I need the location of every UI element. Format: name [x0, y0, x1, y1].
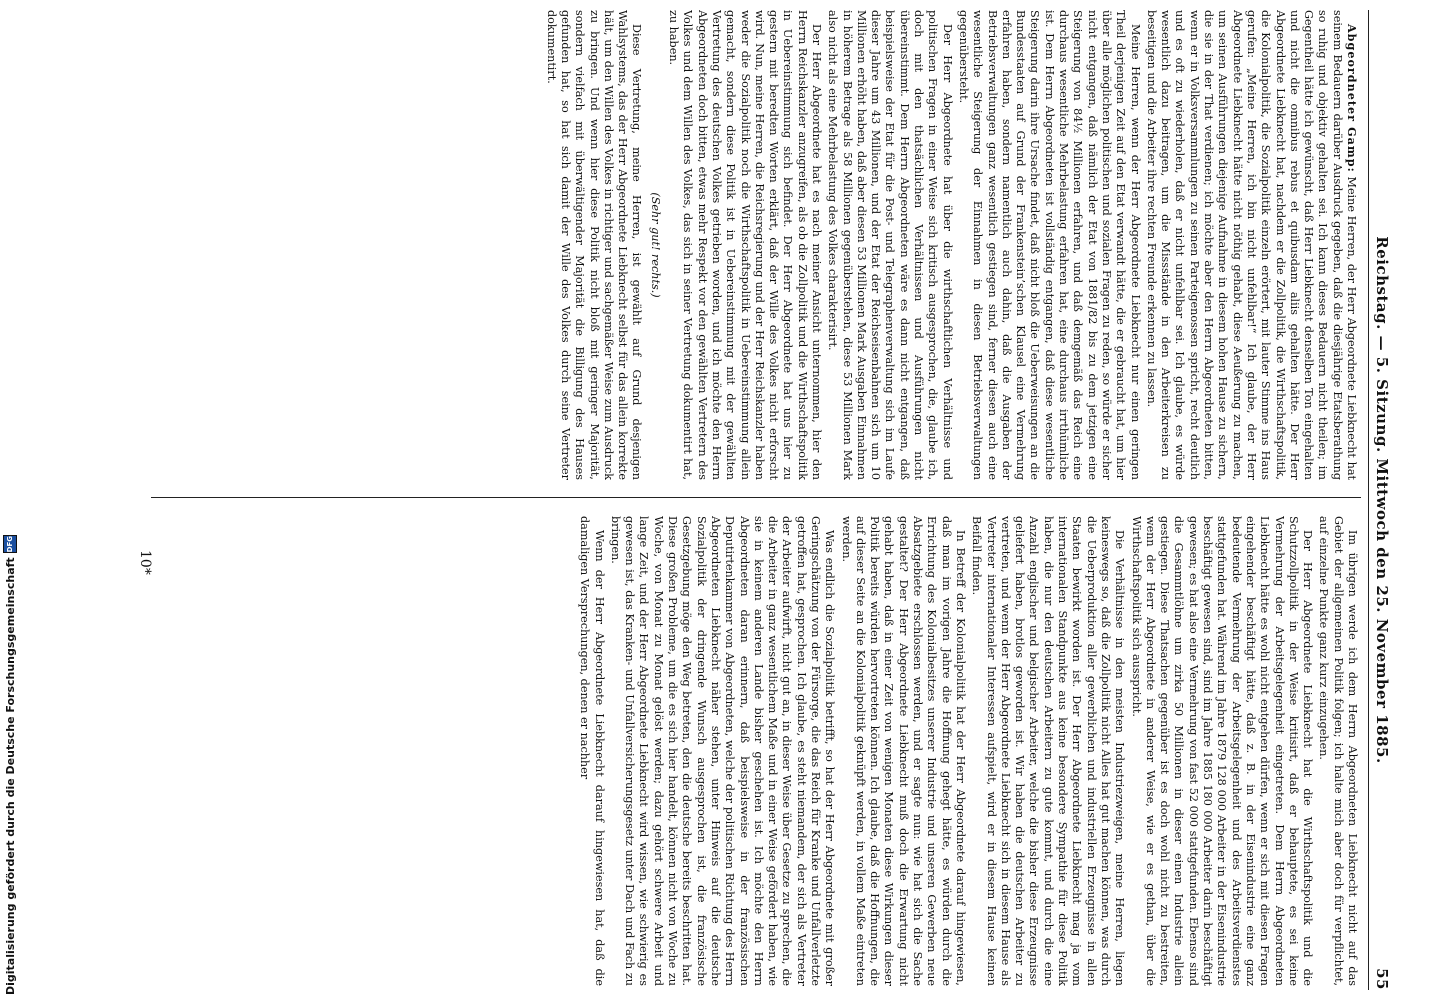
- right-column: [169, 516, 1359, 986]
- paragraph-text: Der Herr Abgeordnete hat es nach meiner Ansicht unternommen, hier den Herrn Reichskanzler anzugreifen, als ob die Zollpolitik und die Wirthschaftspolitik in Uebereinstimmung sich befindet. Der Herr Abgeordnete hat uns hier zu gestern mit beredten Worten erklärt, daß der Wille des Volkes nicht erforscht wird. Nun, meine Herren, die Reichsregierung und der Herr Reichskanzler haben weder die Sozialpolitik noch die Wirthschaftspolitik in Uebereinstimmung allein gemacht, sondern diese Politik ist in Uebereinstimmung mit der gewählten Vertretung des deutschen Volkes getrieben worden, und ich möchte den Herrn Abgeordneten doch bitten, etwas mehr Respekt vor den gewählten Vertretern des Volkes und dem Willen des Volkes, das sich in seiner Vertretung dokumentirt hat, zu haben.: [667, 10, 824, 480]
- speaker-name: Abgeordneter Gamp:: [1345, 24, 1359, 173]
- paragraph-text: In Betreff der Kolonialpolitik hat der Herr Abgeordnete darauf hingewiesen, daß man im vorigen Jahre die Hoffnung gehegt hätte, es würden durch die Errichtung des Kolonialbesitzes unserer Industrie und unseren Gewerben neue Absatzgebiete erschlossen werden, und er sagte nun: wie hat sich die Sache gestaltet? Der Herr Abgeordnete Liebknecht muß doch die Erwartung nicht gehabt haben, daß in einer Zeit von wenigen Monaten diese Wirkungen dieser Politik bereits würden hervortreten können. Ich glaube, daß die Hoffnungen, die auf dieser Seite an die Kolonialpolitik geknüpft werden, in vollem Maße eintreten werden.: [839, 516, 967, 986]
- paragraph-text: Was endlich die Sozialpolitik betrifft, so hat der Herr Abgeordnete mit großer Geringschätzung von der Fürsorge, die das Reich für Kranke und Unfallverletzte getroffen hat, gesprochen. Ich glaube, es steht niemandem, der sich als Vertreter der Arbeiter aufwirft, nicht gut an, in dieser Weise über Gesetze zu sprechen, die die Arbeiter in ganz wesentlichem Maße und in einer Weise gefördert haben, wie sie in keinem anderen Lande bisher geschehen ist. Ich möchte den Herrn Abgeordneten daran erinnern, daß beispielsweise in der französischen Deputirtenkammer von Abgeordneten, welche der politischen Richtung des Herrn Abgeordneten Liebknecht näher stehen, unter Hinweis auf die deutsche Sozialpolitik der dringende Wunsch ausgesprochen ist, die französische Gesetzgebung möge den Weg betreten, den die deutsche bereits beschritten hat. Diese großen Probleme, um die es sich hier handelt, können nicht von Woche zu Woche, von Monat zu Monat gelöst werden; dazu gehört schwere Arbeit und lange Zeit, und der Herr Abgeordnete Liebknecht wird wissen, wie schwierig es gewesen ist, das Kranken- und Unfallversicherungsgesetz unter Dach und Fach zu bringen.: [608, 516, 837, 986]
- paragraph-text: Die Verhältnisse in den meisten Industriezweigen, meine Herren, liegen keineswegs so, daß die Zollpolitik nicht Alles hat gut machen können, was durch die Ueberproduktion aller gewerblichen und industriellen Erzeugnisse in allen Staaten bewirkt worden ist. Der Herr Abgeordnete Liebknecht mag ja vom internationalen Standpunkte aus keine besondere Sympathie für diese Politik haben, die nur den deutschen Arbeitern zu gute kommt, und durch die eine Anzahl englischer und belgischer Arbeiter, welche die bisher diese Erzeugnisse geliefert haben, brotlos geworden ist. Wir haben die deutschen Arbeiter zu vertreten, und wenn der Herr Abgeordnete Liebknecht sich in diesem Hause als Vertreter internationaler Interessen aufspielt, wird er in diesem Hause keinen Beifall finden.: [970, 516, 1127, 986]
- paragraph: [825, 10, 954, 480]
- paragraph: [1316, 516, 1359, 986]
- paragraph: [543, 10, 643, 480]
- paragraph-text: Der Herr Abgeordnete hat über die wirthschaftlichen Verhältnisse und politischen Fragen in einer Weise sich kritisch ausgesprochen, die, glaube ich, doch mit den thatsächlichen Verhältnissen und Ausführungen nicht übereinstimmt. Dem Herrn Abgeordneten wäre es dann nicht entgangen, daß beispielsweise der Etat für die Post- und Telegraphenverwaltung sich im Laufe dieser Jahre um 43 Millionen, und der Etat der Reichseisenbahnen sich um 10 Millionen erhöht haben, daß aber diesen 53 Millionen Mark Ausgaben Einnahmen in höherem Betrage als 58 Millionen gegenüberstehen, diese 53 Millionen Mark also nicht als eine Mehrbelastung des Volkes charakterisirt.: [826, 10, 954, 480]
- paragraph: [666, 10, 823, 480]
- paragraph-text: Meine Herren, der Herr Abgeordnete Liebknecht hat seinem Bedauern darüber Ausdruck gegeben, daß die diesjährige Etatsberathung so ruhig und objektiv gehalten sei. Ich kann dieses Bedauern nicht theilen; im Gegentheil hätte ich gewünscht, daß Herr Liebknecht denselben Ton eingehalten und nicht die omnibus rebus et quibusdam aliis gehalten hätte. Der Herr Abgeordnete Liebknecht hat, nachdem er die Zollpolitik, die Wirthschaftspolitik, die Kolonialpolitik, die Sozialpolitik einzeln erörtert, mit lauter Stimme ins Haus gerufen: „Meine Herren, ich bin nicht unfehlbar!“ Ich glaube, der Herr Abgeordnete Liebknecht hätte nicht nöthig gehabt, diese Aeußerung zu machen, um seinen Ausführungen diejenige Aufnahme in diesem hohen Hause zu sichern, die sie in der That verdienen; ich möchte aber den Herrn Abgeordneten bitten, wenn er in Volksversammlungen zu seinen Parteigenossen spricht, recht deutlich und es oft zu wiederholen, daß er nicht unfehlbar sei. Ich glaube, es würde wesentlich dazu beitragen, um die Missstände in den Arbeiterkreisen zu beseitigen und die Arbeiter ihre rechten Freunde erkennen zu lassen.: [1144, 10, 1358, 480]
- paragraph: [1128, 516, 1314, 986]
- signature-mark: 10*: [137, 550, 153, 575]
- digitization-credit: [2, 535, 18, 995]
- interjection-note: (Sehr gut! rechts.): [648, 192, 662, 298]
- page-header: [1368, 10, 1395, 990]
- header-title: Reichstag. — 5. Sitzung. Mittwoch den 25. November 1885.: [1373, 236, 1391, 764]
- paragraph-text: Im übrigen werde ich dem Herrn Abgeordneten Liebknecht nicht auf das Gebiet der allgemeinen Politik folgen; ich halte mich aber doch für verpflichtet, auf einzelne Punkte ganz kurz einzugehen.: [1317, 516, 1359, 986]
- credit-text: Digitalisierung gefördert durch die Deutsche Forschungsgemeinschaft: [3, 557, 17, 995]
- dfg-logo-icon: DFG: [3, 535, 17, 553]
- left-column: [169, 10, 1359, 480]
- column-divider: [151, 497, 1361, 498]
- paragraph-text: Meine Herren, wenn der Herr Abgeordnete Liebknecht nur einen geringen Theil derjenigen Zeit auf den Etat verwandt hätte, die er gebraucht hat, um hier über alle möglichen politischen und sozialen Fragen zu reden, so würde er sicher nicht entgangen, daß nämlich der Etat von 1881/82 bis zu dem jetzigen eine Steigerung von 84½ Millionen erfahren, und daß demgemäß das Reich eine durchaus wesentliche Mehrbelastung erfahren hat, eine durchaus irrthümliche ist. Dem Herrn Abgeordneten ist vollständig entgangen, daß diese wesentliche Steigerung darin ihre Ursache findet, daß nicht bloß die Ueberweisungen an die Bundesstaaten auf Grund der Frankenstein’schen Klausel eine Vermehrung erfahren haben, sondern namentlich auch dahin, daß die Ausgaben der Betriebsverwaltungen ganz wesentlich gestiegen sind, ferner diesen auch eine wesentliche Steigerung der Einnahmen in diesen Betriebsverwaltungen gegenübersteht.: [956, 10, 1142, 480]
- page-number: 55: [1373, 968, 1391, 990]
- paragraph: [969, 516, 1126, 986]
- paragraph: [956, 10, 1142, 480]
- paragraph-text: Wenn der Herr Abgeordnete Liebknecht darauf hingewiesen hat, daß die damaligen Versprechungen, denen er nachher: [578, 516, 606, 986]
- paragraph: [608, 516, 837, 986]
- paragraph-text: Diese Vertretung, meine Herren, ist gewählt auf Grund desjenigen Wahlsystems, das der Herr Abgeordnete Liebknecht selbst für das allein korrekte hält, um den Willen des Volkes in richtiger und sachgemäßer Weise zum Ausdruck zu bringen. Und wenn hier diese Politik nicht bloß mit geringer Majorität, sondern vielfach mit überwältigender Majorität die Billigung des Hauses gefunden hat, so hat sich damit der Wille des Volkes durch seine Vertreter dokumentirt.: [544, 10, 644, 480]
- paragraph: [1144, 10, 1359, 480]
- paragraph: [838, 516, 967, 986]
- paragraph-text: Der Herr Abgeordnete Liebknecht hat die Wirthschaftspolitik und die Schutzzollpolitik in der Weise kritisirt, daß er behauptete, es sei keine Vermehrung der Arbeitsgelegenheit eingetreten. Dem Herrn Abgeordneten Liebknecht hätte es wohl nicht entgehen dürfen, wenn er sich mit diesen Fragen eingehender beschäftigt hätte, daß z. B. in der Eisenindustrie eine ganz bedeutende Vermehrung der Arbeitsgelegenheit und des Arbeitsverdienstes stattgefunden hat. Während im Jahre 1879 128 000 Arbeiter in der Eisenindustrie beschäftigt gewesen sind, sind im Jahre 1885 180 000 Arbeiter darin beschäftigt gewesen; es hat also eine Vermehrung von fast 52 000 stattgefunden. Ebenso sind die Gesammtlöhne um zirka 50 Millionen in dieser einen Industrie allein gestiegen. Diese Thatsachen gegenüber ist es doch wohl nicht zu bestreiten, wenn der Herr Abgeordnete in anderer Weise, wie er es gethan, über die Wirthschaftspolitik sich ausspricht.: [1129, 516, 1315, 986]
- paragraph: [577, 516, 606, 986]
- rotated-page-content: [105, 10, 1395, 990]
